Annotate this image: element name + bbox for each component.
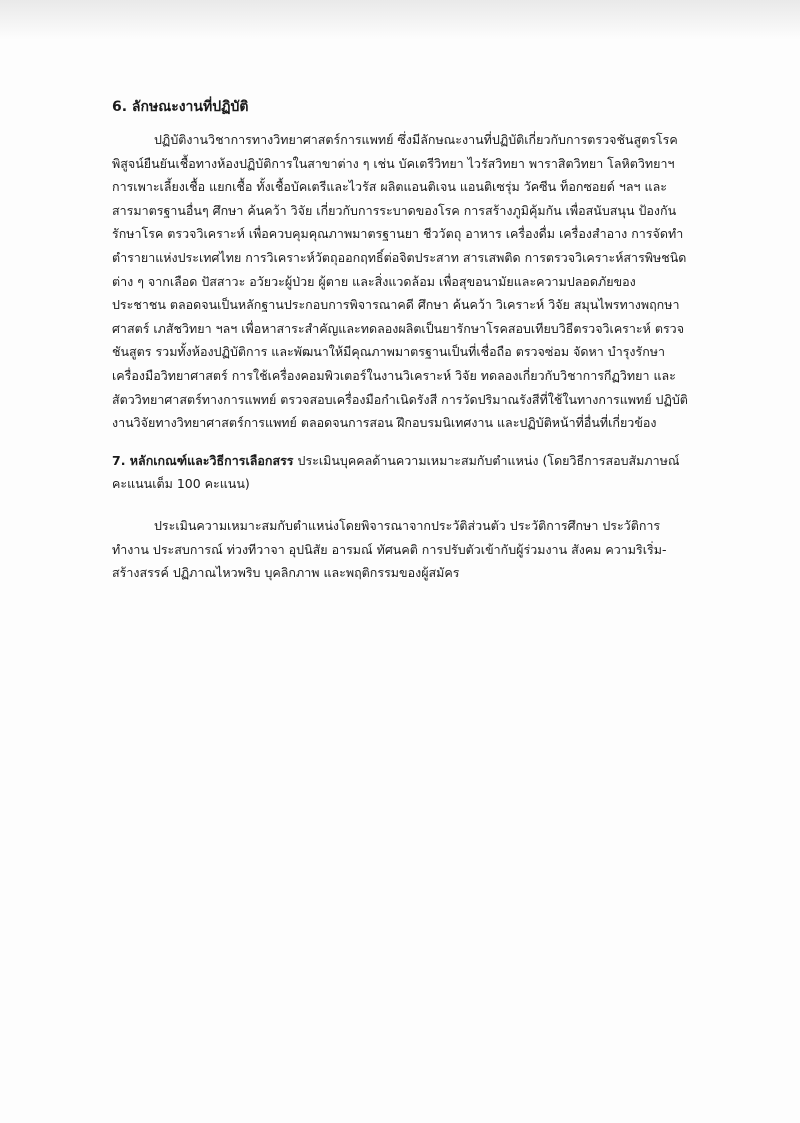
section-7-heading-rest: ประเมินบุคคลด้านความเหมาะสมกับตำแหน่ง (โดยวิธีการสอบสัมภาษณ์ [293,452,680,468]
scan-shadow [0,0,800,40]
paragraph-line: ต่าง ๆ จากเลือด ปัสสาวะ อวัยวะผู้ป่วย ผู้ตาย และสิ่งแวดล้อม เพื่อสุขอนามัยและความปลอดภัยของ [112,273,636,289]
section-7 [112,449,720,496]
section-6-paragraph [112,128,720,435]
section-7-heading-line2: คะแนนเต็ม 100 คะแนน) [112,476,250,492]
paragraph-line: ชันสูตร รวมทั้งห้องปฏิบัติการ และพัฒนาให้มีคุณภาพมาตรฐานเป็นที่เชื่อถือ ตรวจซ่อม จัดหา บำรุงรักษา [112,344,666,360]
paragraph-line: ทำงาน ประสบการณ์ ท่วงทีวาจา อุปนิสัย อารมณ์ ทัศนคติ การปรับตัวเข้ากับผู้ร่วมงาน สังคม ความริเริ่ม- [112,541,667,557]
paragraph-line: พิสูจน์ยืนยันเชื้อทางห้องปฏิบัติการในสาขาต่าง ๆ เช่น บัคเตรีวิทยา ไวรัสวิทยา พาราสิตวิทยา โลหิตวิทยาฯ [112,155,675,171]
document-body [112,96,720,585]
evaluation-paragraph [112,514,720,585]
section-7-heading-line [112,449,720,473]
paragraph-line: ประเมินความเหมาะสมกับตำแหน่งโดยพิจารณาจากประวัติส่วนตัว ประวัติการศึกษา ประวัติการ [154,517,661,533]
paragraph-line: ปฏิบัติงานวิชาการทางวิทยาศาสตร์การแพทย์ ซึ่งมีลักษณะงานที่ปฏิบัติเกี่ยวกับการตรวจชันสูตรโรค [154,132,678,147]
paragraph-line: การเพาะเลี้ยงเชื้อ แยกเชื้อ ทั้งเชื้อบัคเตรีและไวรัส ผลิตแอนติเจน แอนติเซรุ่ม วัคซีน ท็อกซอยด์ ฯลฯ และ [112,179,667,195]
paragraph-line: งานวิจัยทางวิทยาศาสตร์การแพทย์ ตลอดจนการสอน ฝึกอบรมนิเทศงาน และปฏิบัติหน้าที่อื่นที่เกี่ยวข้อง [112,415,657,431]
paragraph-line: ตำรายาแห่งประเทศไทย การวิเคราะห์วัตถุออกฤทธิ์ต่อจิตประสาท สารเสพติด การตรวจวิเคราะห์สารพิษชนิด [112,249,687,265]
section-7-heading: 7. หลักเกณฑ์และวิธีการเลือกสรร [112,452,294,468]
paragraph-line: รักษาโรค ตรวจวิเคราะห์ เพื่อควบคุมคุณภาพมาตรฐานยา ชีววัตถุ อาหาร เครื่องดื่ม เครื่องสำอาง การจัดทำ [112,226,684,242]
paragraph-line: ประชาชน ตลอดจนเป็นหลักฐานประกอบการพิจารณาคดี ศึกษา ค้นคว้า วิเคราะห์ วิจัย สมุนไพรทางพฤกษา [112,297,680,313]
section-6-heading: 6. ลักษณะงานที่ปฏิบัติ [112,99,249,115]
paragraph-line: สัตววิทยาศาสตร์ทางการแพทย์ ตรวจสอบเครื่องมือกำเนิดรังสี การวัดปริมาณรังสีที่ใช้ในทางการแพทย์ ปฏิบัติ [112,391,688,407]
paragraph-line: สร้างสรรค์ ปฏิภาณไหวพริบ บุคลิกภาพ และพฤติกรรมของผู้สมัคร [112,565,460,581]
paragraph-line: ศาสตร์ เภสัชวิทยา ฯลฯ เพื่อหาสาระสำคัญและทดลองผลิตเป็นยารักษาโรคสอบเทียบวิธีตรวจวิเคราะห์ ตรวจ [112,320,685,336]
paragraph-line: สารมาตรฐานอื่นๆ ศึกษา ค้นคว้า วิจัย เกี่ยวกับการระบาดของโรค การสร้างภูมิคุ้มกัน เพื่อสนับสนุน ป้องกัน [112,202,677,218]
paragraph-line: เครื่องมือวิทยาศาสตร์ การใช้เครื่องคอมพิวเตอร์ในงานวิเคราะห์ วิจัย ทดลองเกี่ยวกับวิชาการกีฏวิทยา และ [112,367,676,383]
